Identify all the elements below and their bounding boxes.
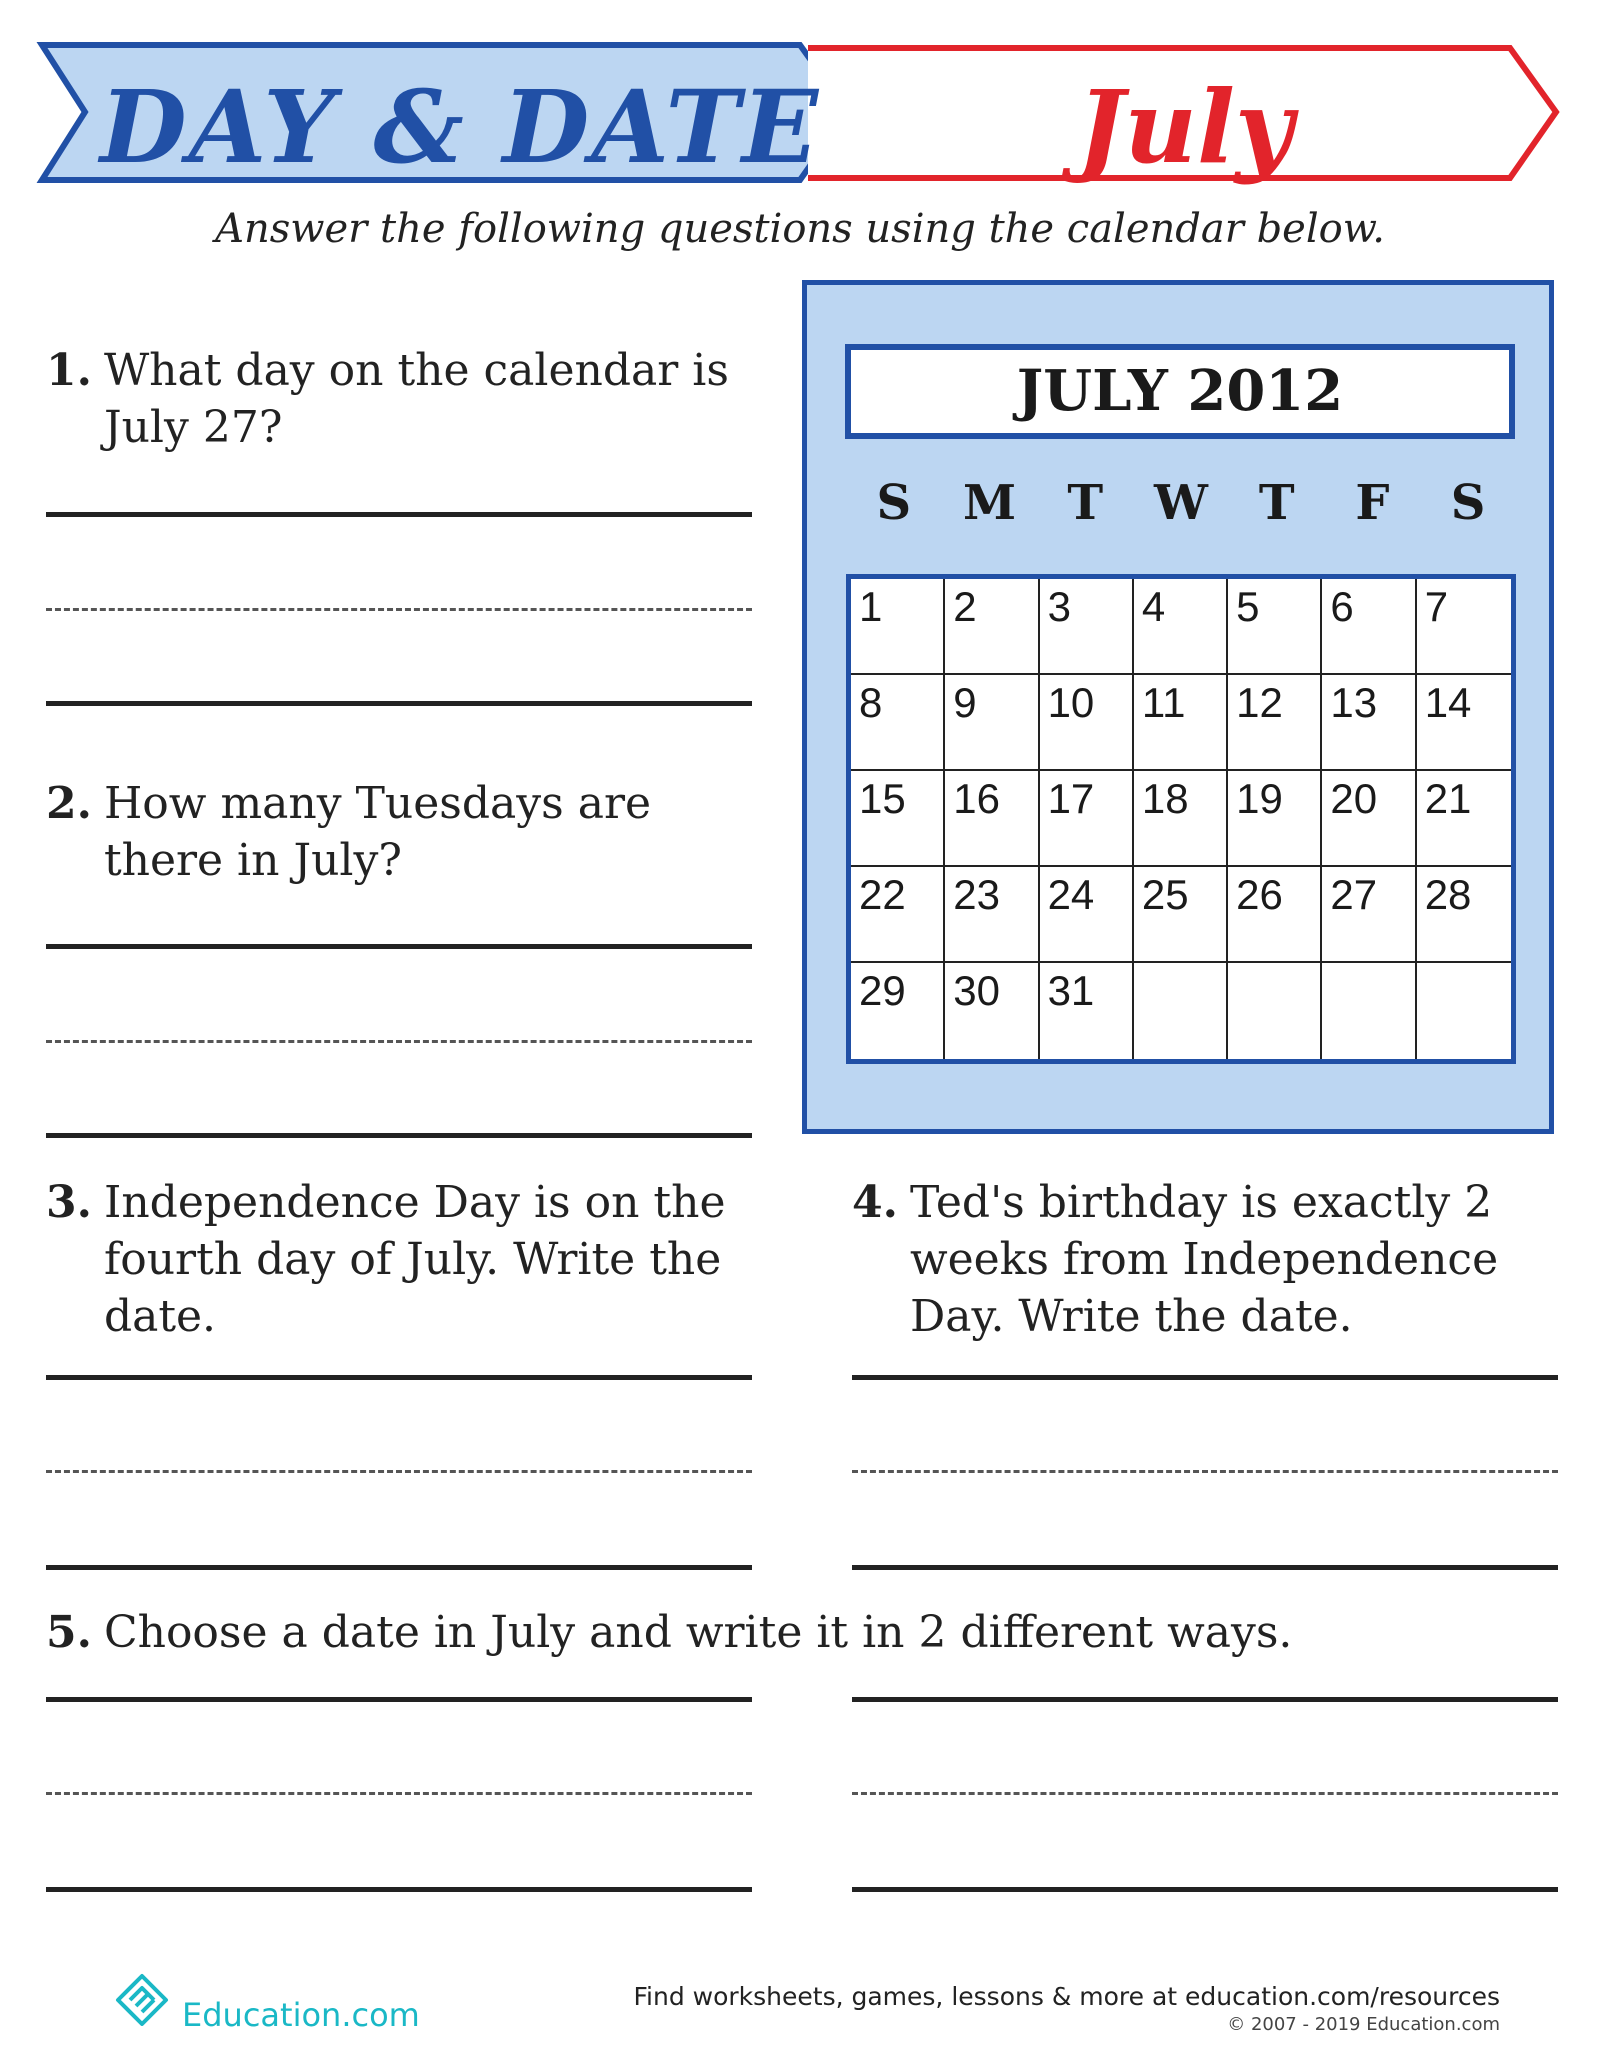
weekday-header: W [1154, 475, 1208, 531]
footer-tagline[interactable]: Find worksheets, games, lessons & more at education.com/resources [633, 1982, 1500, 2011]
calendar-day-cell: 26 [1228, 867, 1322, 963]
question-5 [46, 1604, 1546, 1661]
calendar-day-cell: 22 [851, 867, 945, 963]
month-title: July [1076, 68, 1294, 186]
calendar-title: JULY 2012 [845, 344, 1515, 439]
calendar-day-cell: 5 [1228, 579, 1322, 675]
answer-line[interactable] [852, 1375, 1558, 1380]
calendar-day-cell: 20 [1322, 771, 1416, 867]
question-4 [852, 1174, 1522, 1345]
calendar-empty-cell [1322, 963, 1416, 1059]
calendar-day-cell: 31 [1040, 963, 1134, 1059]
weekday-header: F [1355, 475, 1390, 531]
answer-guide-line [852, 1470, 1558, 1473]
question-text: Ted's birthday is exactly 2 weeks from Independence Day. Write the date. [909, 1177, 1499, 1342]
question-number: 3. [46, 1177, 92, 1228]
calendar-empty-cell [1228, 963, 1322, 1059]
answer-line[interactable] [852, 1887, 1558, 1892]
question-text: Independence Day is on the fourth day of July. Write the date. [103, 1177, 726, 1342]
question-1 [46, 342, 746, 456]
answer-line[interactable] [46, 1133, 752, 1138]
calendar-day-cell: 8 [851, 675, 945, 771]
question-text: Choose a date in July and write it in 2 different ways. [103, 1607, 1293, 1658]
answer-line[interactable] [46, 701, 752, 706]
calendar-day-cell: 29 [851, 963, 945, 1059]
calendar-day-cell: 25 [1134, 867, 1228, 963]
calendar-day-cell: 21 [1417, 771, 1511, 867]
weekday-header: T [1067, 475, 1104, 531]
calendar-day-cell: 28 [1417, 867, 1511, 963]
answer-line[interactable] [46, 1697, 752, 1702]
calendar-empty-cell [1417, 963, 1511, 1059]
answer-line[interactable] [46, 944, 752, 949]
answer-guide-line [46, 1792, 752, 1795]
calendar-day-cell: 24 [1040, 867, 1134, 963]
education-logo-text[interactable]: Education.com [182, 1996, 420, 2034]
calendar-day-cell: 27 [1322, 867, 1416, 963]
question-3 [46, 1174, 726, 1345]
question-number: 1. [46, 345, 92, 396]
answer-guide-line [46, 1040, 752, 1043]
footer-copyright: © 2007 - 2019 Education.com [1227, 2014, 1500, 2035]
question-number: 2. [46, 778, 92, 829]
calendar-empty-cell [1134, 963, 1228, 1059]
worksheet-title: DAY & DATE [100, 68, 821, 186]
calendar-day-cell: 30 [945, 963, 1039, 1059]
education-logo-icon[interactable] [112, 1966, 180, 2026]
calendar-day-cell: 6 [1322, 579, 1416, 675]
calendar-day-cell: 7 [1417, 579, 1511, 675]
answer-line[interactable] [852, 1697, 1558, 1702]
calendar-day-cell: 13 [1322, 675, 1416, 771]
question-number: 5. [46, 1607, 92, 1658]
answer-line[interactable] [46, 1565, 752, 1570]
calendar-day-cell: 1 [851, 579, 945, 675]
calendar-day-cell: 12 [1228, 675, 1322, 771]
answer-line[interactable] [46, 1887, 752, 1892]
calendar-day-cell: 3 [1040, 579, 1134, 675]
calendar-day-cell: 14 [1417, 675, 1511, 771]
calendar-day-cell: 9 [945, 675, 1039, 771]
answer-line[interactable] [46, 1375, 752, 1380]
answer-line[interactable] [852, 1565, 1558, 1570]
calendar-day-cell: 15 [851, 771, 945, 867]
calendar-grid [846, 574, 1516, 1064]
answer-guide-line [852, 1792, 1558, 1795]
question-text: How many Tuesdays are there in July? [103, 778, 652, 886]
weekday-header: S [876, 475, 912, 531]
answer-guide-line [46, 1470, 752, 1473]
calendar-day-cell: 19 [1228, 771, 1322, 867]
answer-line[interactable] [46, 512, 752, 517]
weekday-header: M [962, 475, 1017, 531]
calendar-day-cell: 18 [1134, 771, 1228, 867]
question-2 [46, 775, 752, 889]
weekday-header: T [1258, 475, 1295, 531]
answer-guide-line [46, 608, 752, 611]
calendar-day-cell: 2 [945, 579, 1039, 675]
calendar-day-cell: 23 [945, 867, 1039, 963]
calendar-day-cell: 17 [1040, 771, 1134, 867]
calendar-day-cell: 4 [1134, 579, 1228, 675]
calendar-day-cell: 16 [945, 771, 1039, 867]
calendar-day-cell: 11 [1134, 675, 1228, 771]
calendar-day-cell: 10 [1040, 675, 1134, 771]
instructions: Answer the following questions using the calendar below. [215, 206, 1385, 252]
question-text: What day on the calendar is July 27? [103, 345, 729, 453]
question-number: 4. [852, 1177, 898, 1228]
weekday-header: S [1450, 475, 1486, 531]
